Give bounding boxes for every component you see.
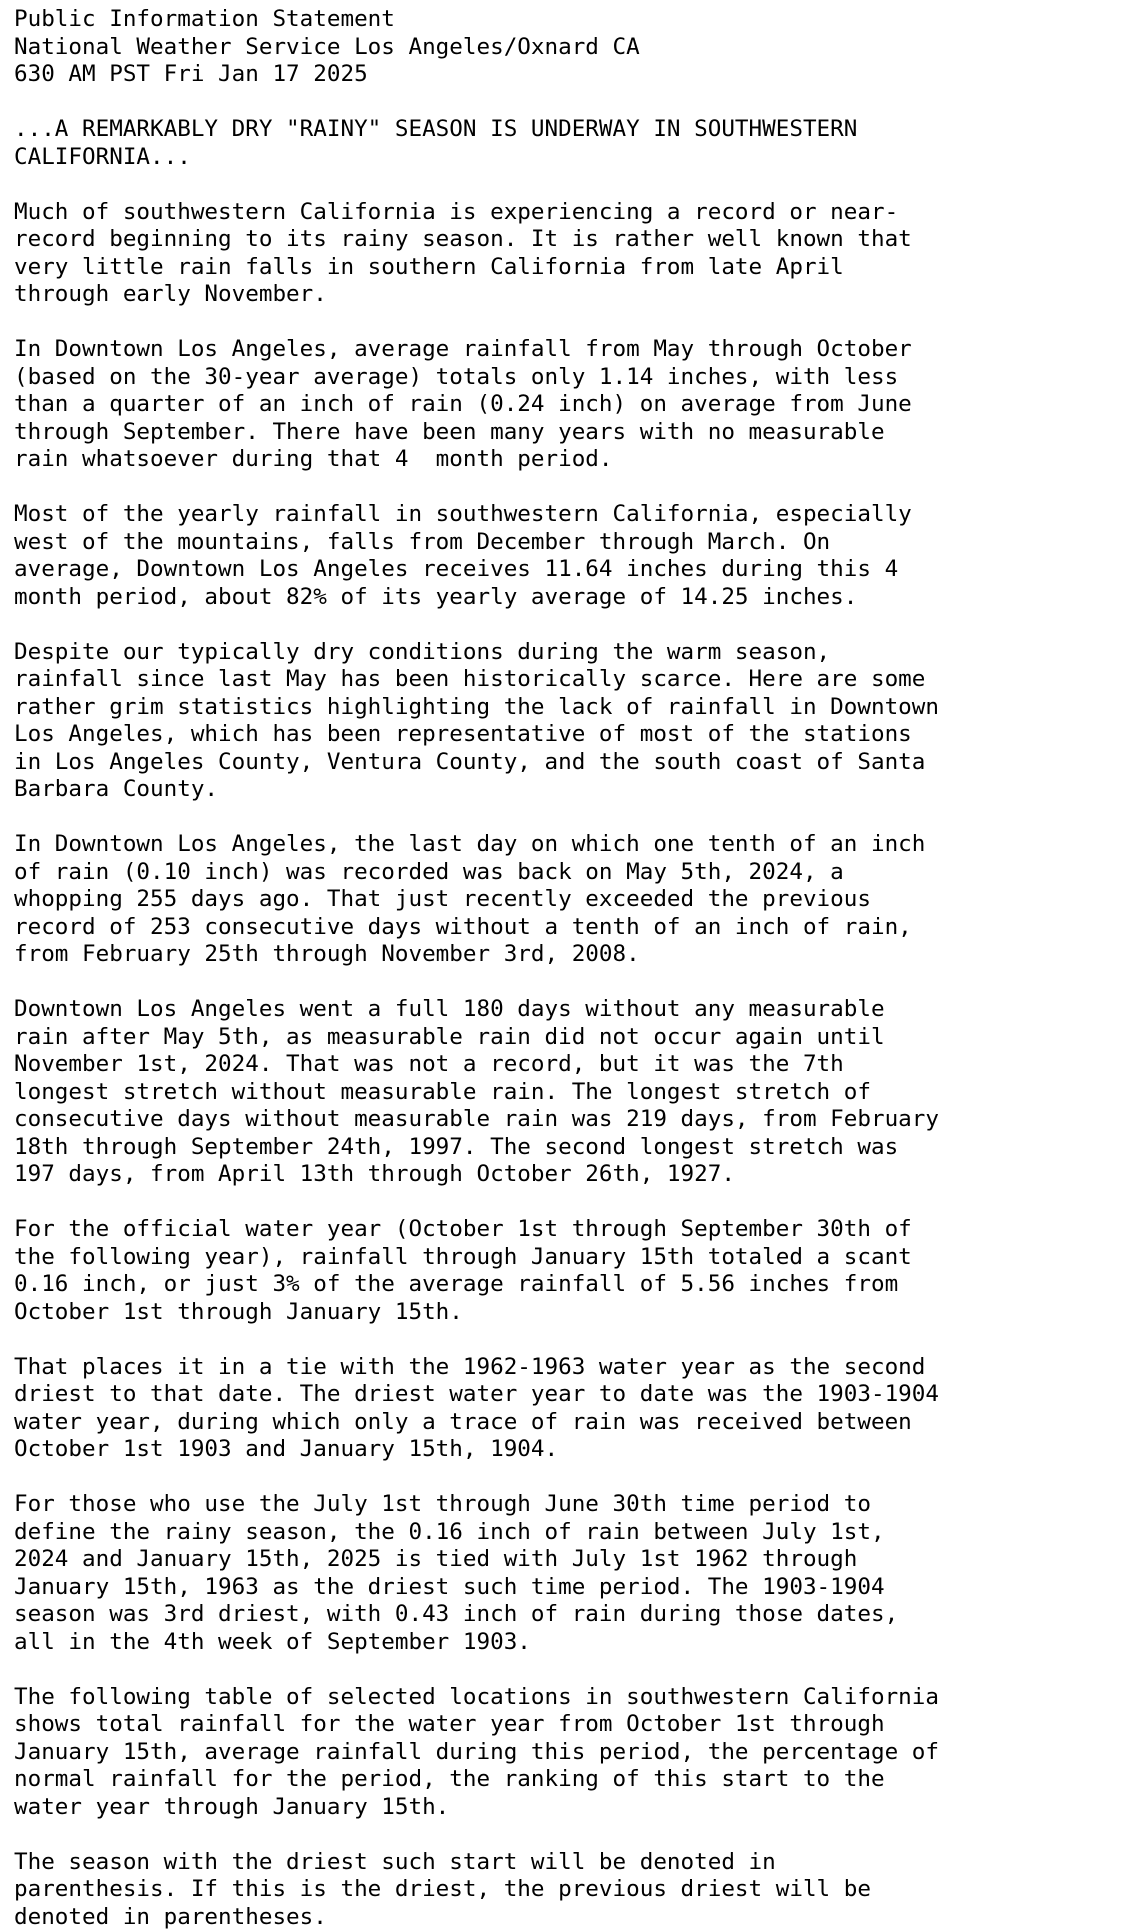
text-line: In Downtown Los Angeles, the last day on which one tenth of an inch [14, 831, 1136, 859]
text-line: define the rainy season, the 0.16 inch of rain between July 1st, [14, 1519, 1136, 1547]
text-line: Downtown Los Angeles went a full 180 days without any measurable [14, 996, 1136, 1024]
text-line: the following year), rainfall through January 15th totaled a scant [14, 1244, 1136, 1272]
text-line: For those who use the July 1st through June 30th time period to [14, 1491, 1136, 1519]
text-line: Most of the yearly rainfall in southwestern California, especially [14, 501, 1136, 529]
paragraph-gap [14, 969, 1136, 997]
text-line: rather grim statistics highlighting the lack of rainfall in Downtown [14, 694, 1136, 722]
text-line: west of the mountains, falls from December through March. On [14, 529, 1136, 557]
text-line: from February 25th through November 3rd, 2008. [14, 941, 1136, 969]
text-line: November 1st, 2024. That was not a record, but it was the 7th [14, 1051, 1136, 1079]
statement-body [14, 89, 1136, 1931]
text-line: 0.16 inch, or just 3% of the average rainfall of 5.56 inches from [14, 1271, 1136, 1299]
text-line: very little rain falls in southern California from late April [14, 254, 1136, 282]
paragraph-gap [14, 474, 1136, 502]
measurable-rain-paragraph [14, 996, 1136, 1189]
text-line: whopping 255 days ago. That just recently exceeded the previous [14, 886, 1136, 914]
paragraph-gap [14, 309, 1136, 337]
text-line: denoted in parentheses. [14, 1904, 1136, 1931]
tie-paragraph [14, 1354, 1136, 1464]
text-line: record of 253 consecutive days without a tenth of an inch of rain, [14, 914, 1136, 942]
text-line: Despite our typically dry conditions during the warm season, [14, 639, 1136, 667]
dry-conditions-paragraph [14, 639, 1136, 804]
paragraph-gap [14, 1656, 1136, 1684]
text-line: The season with the driest such start will be denoted in [14, 1849, 1136, 1877]
text-line: January 15th, average rainfall during this period, the percentage of [14, 1739, 1136, 1767]
text-line: In Downtown Los Angeles, average rainfall from May through October [14, 336, 1136, 364]
text-line: water year, during which only a trace of rain was received between [14, 1409, 1136, 1437]
text-line: The following table of selected locations in southwestern California [14, 1684, 1136, 1712]
intro-paragraph [14, 199, 1136, 309]
paragraph-gap [14, 1821, 1136, 1849]
text-line: 18th through September 24th, 1997. The second longest stretch was [14, 1134, 1136, 1162]
text-line: October 1st 1903 and January 15th, 1904. [14, 1436, 1136, 1464]
issuing-office: National Weather Service Los Angeles/Oxnard CA [14, 34, 1136, 62]
paragraph-gap [14, 171, 1136, 199]
text-line: record beginning to its rainy season. It is rather well known that [14, 226, 1136, 254]
text-line: month period, about 82% of its yearly average of 14.25 inches. [14, 584, 1136, 612]
text-line: longest stretch without measurable rain. The longest stretch of [14, 1079, 1136, 1107]
paragraph-gap [14, 89, 1136, 117]
paragraph-gap [14, 611, 1136, 639]
text-line: rain whatsoever during that 4 month period. [14, 446, 1136, 474]
text-line: shows total rainfall for the water year from October 1st through [14, 1711, 1136, 1739]
water-year-paragraph [14, 1216, 1136, 1326]
statement-header [14, 6, 1136, 89]
paragraph-gap [14, 1189, 1136, 1217]
text-line: normal rainfall for the period, the ranking of this start to the [14, 1766, 1136, 1794]
text-line: That places it in a tie with the 1962-1963 water year as the second [14, 1354, 1136, 1382]
text-line: through September. There have been many years with no measurable [14, 419, 1136, 447]
statement-title: Public Information Statement [14, 6, 1136, 34]
driest-note-paragraph [14, 1849, 1136, 1931]
text-line: average, Downtown Los Angeles receives 11.64 inches during this 4 [14, 556, 1136, 584]
text-line: of rain (0.10 inch) was recorded was back on May 5th, 2024, a [14, 859, 1136, 887]
july-june-paragraph [14, 1491, 1136, 1656]
table-intro-paragraph [14, 1684, 1136, 1822]
text-line: Much of southwestern California is experiencing a record or near- [14, 199, 1136, 227]
tenth-inch-paragraph [14, 831, 1136, 969]
issue-time: 630 AM PST Fri Jan 17 2025 [14, 61, 1136, 89]
paragraph-gap [14, 1464, 1136, 1492]
yearly-rainfall-paragraph [14, 501, 1136, 611]
text-line: For the official water year (October 1st through September 30th of [14, 1216, 1136, 1244]
headline [14, 116, 1136, 171]
text-line: driest to that date. The driest water year to date was the 1903-1904 [14, 1381, 1136, 1409]
text-line: Barbara County. [14, 776, 1136, 804]
text-line: all in the 4th week of September 1903. [14, 1629, 1136, 1657]
paragraph-gap [14, 804, 1136, 832]
text-line: rainfall since last May has been historically scarce. Here are some [14, 666, 1136, 694]
text-line: consecutive days without measurable rain was 219 days, from February [14, 1106, 1136, 1134]
text-line: in Los Angeles County, Ventura County, and the south coast of Santa [14, 749, 1136, 777]
text-line: parenthesis. If this is the driest, the previous driest will be [14, 1876, 1136, 1904]
text-line: 197 days, from April 13th through October 26th, 1927. [14, 1161, 1136, 1189]
text-line: rain after May 5th, as measurable rain did not occur again until [14, 1024, 1136, 1052]
text-line: (based on the 30-year average) totals only 1.14 inches, with less [14, 364, 1136, 392]
paragraph-gap [14, 1326, 1136, 1354]
text-line: than a quarter of an inch of rain (0.24 inch) on average from June [14, 391, 1136, 419]
text-line: water year through January 15th. [14, 1794, 1136, 1822]
text-line: January 15th, 1963 as the driest such time period. The 1903-1904 [14, 1574, 1136, 1602]
text-line: season was 3rd driest, with 0.43 inch of rain during those dates, [14, 1601, 1136, 1629]
text-line: October 1st through January 15th. [14, 1299, 1136, 1327]
average-rainfall-paragraph [14, 336, 1136, 474]
text-line: 2024 and January 15th, 2025 is tied with July 1st 1962 through [14, 1546, 1136, 1574]
text-line: CALIFORNIA... [14, 144, 1136, 172]
text-line: ...A REMARKABLY DRY "RAINY" SEASON IS UNDERWAY IN SOUTHWESTERN [14, 116, 1136, 144]
text-line: Los Angeles, which has been representative of most of the stations [14, 721, 1136, 749]
text-line: through early November. [14, 281, 1136, 309]
